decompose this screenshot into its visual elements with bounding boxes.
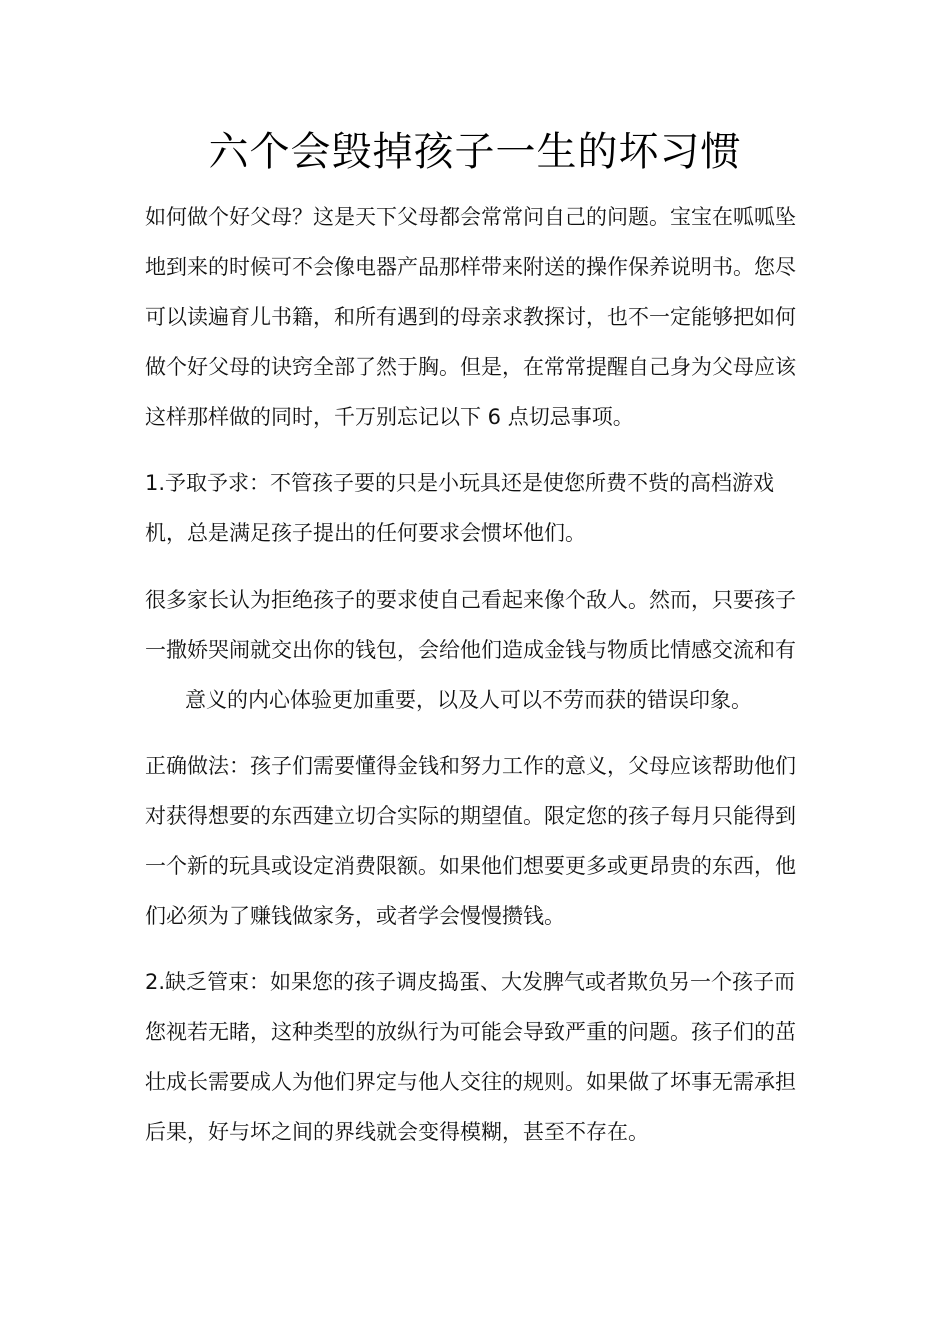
text-line: 这样那样做的同时，千万别忘记以下 6 点切忌事项。 — [145, 405, 634, 429]
document-title: 六个会毁掉孩子一生的坏习惯 — [208, 129, 742, 175]
text-line: 2.缺乏管束：如果您的孩子调皮捣蛋、大发脾气或者欺负另一个孩子而 — [145, 970, 796, 994]
text-line: 正确做法：孩子们需要懂得金钱和努力工作的意义，父母应该帮助他们 — [145, 754, 796, 778]
text-line: 一撒娇哭闹就交出你的钱包，会给他们造成金钱与物质比情感交流和有 — [145, 638, 796, 662]
text-line: 对获得想要的东西建立切合实际的期望值。限定您的孩子每月只能得到 — [145, 804, 796, 828]
text-line: 地到来的时候可不会像电器产品那样带来附送的操作保养说明书。您尽 — [145, 255, 796, 279]
text-line: 如何做个好父母？这是天下父母都会常常问自己的问题。宝宝在呱呱坠 — [145, 205, 796, 229]
text-line: 意义的内心体验更加重要，以及人可以不劳而获的错误印象。 — [185, 688, 752, 712]
text-line: 机，总是满足孩子提出的任何要求会惯坏他们。 — [145, 521, 586, 545]
text-line: 们必须为了赚钱做家务，或者学会慢慢攒钱。 — [145, 904, 565, 928]
text-line: 可以读遍育儿书籍，和所有遇到的母亲求教探讨，也不一定能够把如何 — [145, 305, 796, 329]
text-line: 做个好父母的诀窍全部了然于胸。但是，在常常提醒自己身为父母应该 — [145, 355, 796, 379]
text-line: 很多家长认为拒绝孩子的要求使自己看起来像个敌人。然而，只要孩子 — [145, 588, 796, 612]
text-line: 后果，好与坏之间的界线就会变得模糊，甚至不存在。 — [145, 1120, 649, 1144]
text-line: 您视若无睹，这种类型的放纵行为可能会导致严重的问题。孩子们的茁 — [145, 1020, 796, 1044]
text-line: 1.予取予求：不管孩子要的只是小玩具还是使您所费不赀的高档游戏 — [145, 471, 775, 495]
text-line: 一个新的玩具或设定消费限额。如果他们想要更多或更昂贵的东西，他 — [145, 854, 796, 878]
text-line: 壮成长需要成人为他们界定与他人交往的规则。如果做了坏事无需承担 — [145, 1070, 796, 1094]
